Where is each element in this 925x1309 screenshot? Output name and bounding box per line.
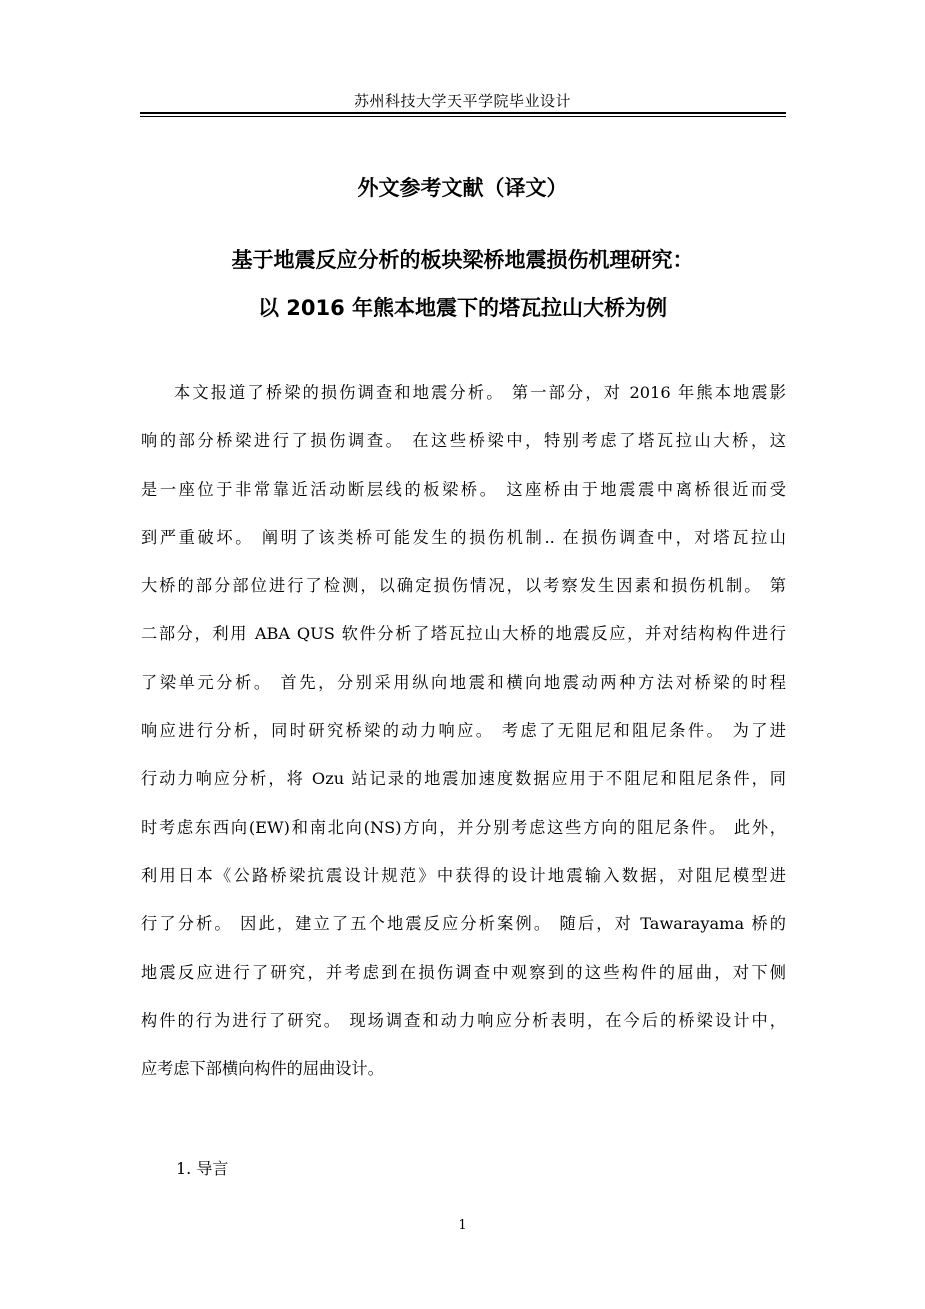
abstract-line: 地震反应进行了研究，并考虑到在损伤调查中观察到的这些构件的屈曲，对下侧 bbox=[141, 962, 786, 982]
section-title: 外文参考文献（译文） bbox=[357, 176, 568, 200]
abstract-line: 时考虑东西向(EW)和南北向(NS)方向，并分别考虑这些方向的阻尼条件。 此外， bbox=[141, 817, 786, 837]
abstract-line: 响应进行分析，同时研究桥梁的动力响应。 考虑了无阻尼和阻尼条件。 为了进 bbox=[141, 721, 786, 741]
abstract-line: 行了分析。 因此，建立了五个地震反应分析案例。 随后，对 Tawarayama 桥的 bbox=[141, 914, 786, 934]
abstract-line: 到严重破坏。 阐明了该类桥可能发生的损伤机制.. 在损伤调查中，对塔瓦拉山 bbox=[141, 527, 786, 547]
abstract-line: 应考虑下部横向构件的屈曲设计。 bbox=[141, 1059, 384, 1079]
abstract-line: 本文报道了桥梁的损伤调查和地震分析。 第一部分，对 2016 年熊本地震影 bbox=[174, 383, 786, 402]
abstract-line: 二部分，利用 ABA QUS 软件分析了塔瓦拉山大桥的地震反应，并对结构构件进行 bbox=[141, 624, 786, 644]
abstract-line: 构件的行为进行了研究。 现场调查和动力响应分析表明，在今后的桥梁设计中， bbox=[141, 1010, 786, 1030]
subsection-heading: 1. 导言 bbox=[176, 1159, 229, 1178]
paper-title-line-1: 基于地震反应分析的板块梁桥地震损伤机理研究： bbox=[231, 248, 694, 272]
abstract-line: 利用日本《公路桥梁抗震设计规范》中获得的设计地震输入数据，对阻尼模型进 bbox=[141, 865, 786, 885]
abstract-line: 了梁单元分析。 首先，分别采用纵向地震和横向地震动两种方法对桥梁的时程 bbox=[141, 672, 786, 692]
abstract-line: 是一座位于非常靠近活动断层线的板梁桥。 这座桥由于地震震中离桥很近而受 bbox=[141, 479, 786, 499]
abstract-body bbox=[141, 383, 786, 1107]
running-header: 苏州科技大学天平学院毕业设计 bbox=[353, 92, 571, 110]
abstract-line: 响的部分桥梁进行了损伤调查。 在这些桥梁中，特别考虑了塔瓦拉山大桥，这 bbox=[141, 431, 786, 451]
header-rule-thick bbox=[140, 112, 786, 114]
page-number: 1 bbox=[458, 1218, 467, 1233]
abstract-line: 大桥的部分部位进行了检测，以确定损伤情况，以考察发生因素和损伤机制。 第 bbox=[141, 576, 786, 596]
abstract-line: 行动力响应分析，将 Ozu 站记录的地震加速度数据应用于不阻尼和阻尼条件，同 bbox=[141, 769, 786, 789]
paper-title-line-2: 以 2016 年熊本地震下的塔瓦拉山大桥为例 bbox=[257, 296, 668, 320]
header-rule-thin bbox=[140, 116, 786, 117]
